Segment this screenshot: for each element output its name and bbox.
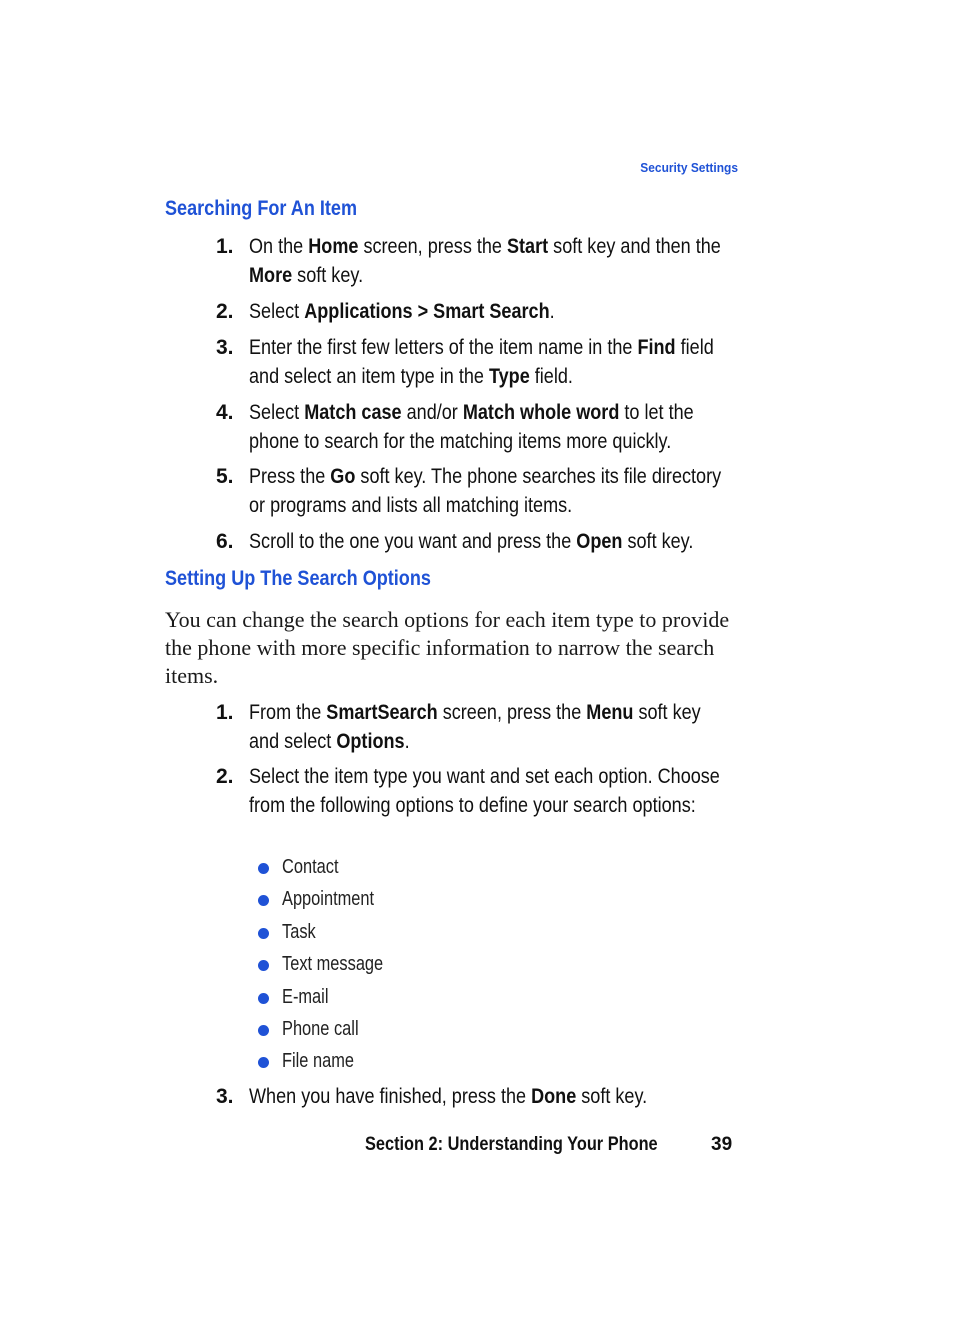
text-run: Press the — [249, 465, 331, 488]
step-number: 1. — [216, 235, 234, 258]
text-run: soft key. The phone searches its file directory or programs and lists all matching items. — [249, 465, 722, 517]
text-run: . — [549, 300, 555, 323]
text-run: Enter the first few letters of the item name in the — [249, 336, 638, 359]
text-run: When you have finished, press the — [249, 1085, 532, 1108]
step-text — [249, 698, 731, 756]
bullet-icon — [258, 960, 269, 971]
bold-term: More — [249, 264, 293, 287]
bold-term: Home — [308, 235, 359, 258]
step-number: 6. — [216, 530, 234, 553]
bold-term: Match whole word — [462, 401, 620, 424]
option-label: Contact — [282, 856, 339, 878]
text-run: soft key. — [622, 530, 694, 553]
step-number: 2. — [216, 300, 234, 323]
step-text — [249, 232, 731, 290]
page-number: 39 — [711, 1134, 733, 1155]
text-run: soft key. — [576, 1085, 648, 1108]
option-label: Phone call — [282, 1018, 359, 1040]
bold-term: Find — [637, 336, 676, 359]
bold-term: Go — [330, 465, 356, 488]
bold-term: Start — [507, 235, 549, 258]
step-number: 5. — [216, 465, 234, 488]
step-text — [249, 398, 731, 456]
bold-term: Applications > Smart Search — [304, 300, 550, 323]
intro-paragraph: You can change the search options for each item type to provide the phone with more specific information to narrow the search items. — [165, 607, 730, 688]
text-run: screen, press the — [437, 701, 587, 724]
footer-section-label: Section 2: Understanding Your Phone — [365, 1134, 658, 1155]
step-text — [249, 1082, 731, 1111]
section-heading-options: Setting Up The Search Options — [165, 567, 431, 590]
bold-term: Match case — [304, 401, 402, 424]
running-head: Security Settings — [640, 160, 738, 175]
text-run: Select — [249, 401, 305, 424]
bullet-icon — [258, 863, 269, 874]
text-run: field. — [529, 365, 573, 388]
bullet-icon — [258, 895, 269, 906]
text-run: soft key and then the — [548, 235, 721, 258]
bullet-icon — [258, 1057, 269, 1068]
text-run: . — [404, 730, 410, 753]
text-run: Select the item type you want and set each option. Choose from the following options to define your search options: — [249, 765, 720, 817]
option-label: Appointment — [282, 888, 375, 910]
bullet-icon — [258, 928, 269, 939]
text-run: From the — [249, 701, 327, 724]
option-label: File name — [282, 1050, 355, 1072]
step-number: 3. — [216, 1085, 234, 1108]
section-heading-searching: Searching For An Item — [165, 197, 358, 220]
option-label: E-mail — [282, 986, 329, 1008]
text-run: soft key and select — [249, 701, 701, 753]
bold-term: Done — [531, 1085, 577, 1108]
bold-term: Type — [488, 365, 530, 388]
text-run: soft key. — [292, 264, 364, 287]
step-text — [249, 462, 731, 520]
bold-term: Open — [576, 530, 623, 553]
bullet-icon — [258, 1025, 269, 1036]
bullet-icon — [258, 993, 269, 1004]
option-label: Text message — [282, 953, 384, 975]
text-run: screen, press the — [358, 235, 507, 258]
step-text — [249, 762, 731, 820]
bold-term: SmartSearch — [326, 701, 438, 724]
text-run: On the — [249, 235, 309, 258]
text-run: to let the phone to search for the matching items more quickly. — [249, 401, 694, 453]
step-text — [249, 527, 731, 556]
step-number: 1. — [216, 701, 234, 724]
step-number: 4. — [216, 401, 234, 424]
step-text — [249, 297, 731, 326]
step-text — [249, 333, 731, 391]
bold-term: Menu — [586, 701, 634, 724]
step-number: 2. — [216, 765, 234, 788]
text-run: Scroll to the one you want and press the — [249, 530, 577, 553]
option-label: Task — [282, 921, 316, 943]
text-run: Select — [249, 300, 305, 323]
text-run: and/or — [401, 401, 463, 424]
text-run: field and select an item type in the — [249, 336, 714, 388]
bold-term: Options — [336, 730, 405, 753]
step-number: 3. — [216, 336, 234, 359]
